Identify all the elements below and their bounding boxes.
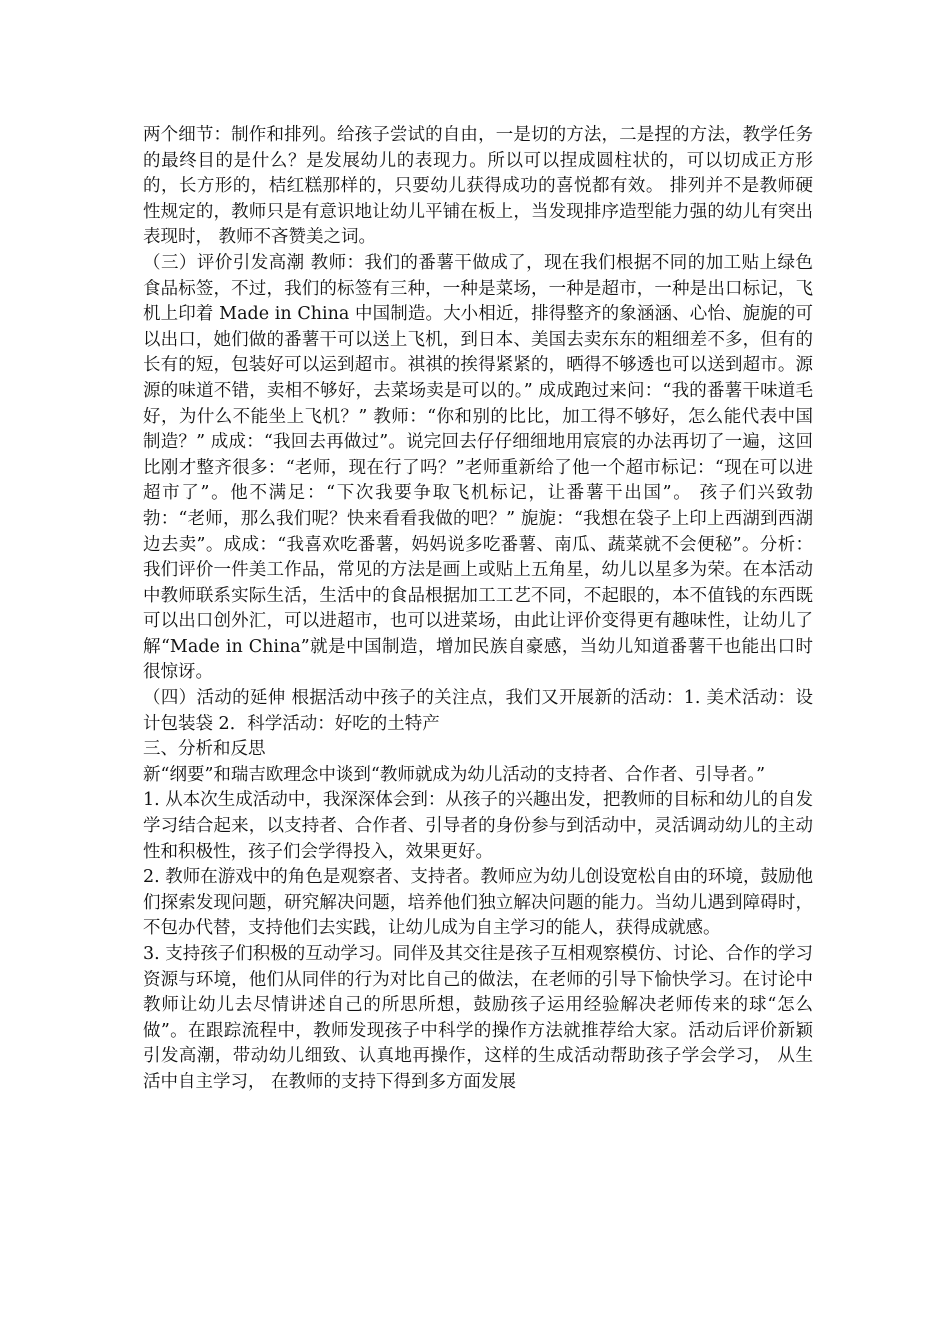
section-heading-analysis: 三、分析和反思 [143, 739, 266, 760]
paragraph-guideline: 新“纲要”和瑞吉欧理念中谈到“教师就成为幼儿活动的支持者、合作者、引导者。” [143, 764, 766, 785]
paragraph-evaluation: （三）评价引发高潮 教师：我们的番薯干做成了，现在我们根据不同的加工贴上绿色食品标签，不过，我们的标签有三种，一种是菜场，一种是超市，一种是出口标记，飞机上印着 Made in China 中国制造。大小相近，排得整齐的象涵涵、心怡、旎旎的可以出口，她们做的番薯干可以送上飞机，到日本、美国去卖东东的粗细差不多，但有的长有的短，包装好可以运到超市。祺祺的挨得紧紧的，晒得不够透也可以送到超市。源源的味道不错，卖相不够好，去菜场卖是可以的。” 成成跑过来问：“我的番薯干味道毛好，为什么不能坐上飞机？” 教师：“你和别的比比，加工得不够好，怎么能代表中国制造？” 成成：“我回去再做过”。说完回去仔仔细细地用宸宸的办法再切了一遍，这回比刚才整齐很多：“老师，现在行了吗？”老师重新给了他一个超市标记：“现在可以进超市了”。他不满足：“下次我要争取飞机标记，让番薯干出国”。 孩子们兴致勃勃：“老师，那么我们呢？快来看看我做的吧？” 旎旎：“我想在袋子上印上西湖到西湖边去卖”。成成：“我喜欢吃番薯，妈妈说多吃番薯、南瓜、蔬菜就不会便秘”。分析： 我们评价一件美工作品，常见的方法是画上或贴上五角星，幼儿以星多为荣。在本活动中教师联系实际生活，生活中的食品根据加工工艺不同，不起眼的，本不值钱的东西既可以出口创外汇，可以进超市，也可以进菜场，由此让评价变得更有趣味性，让幼儿了解“Made in China”就是中国制造，增加民族自豪感，当幼儿知道番薯干也能出口时很惊讶。 [143, 252, 813, 683]
paragraph-point-1: 1. 从本次生成活动中，我深深体会到：从孩子的兴趣出发，把教师的目标和幼儿的自发学习结合起来，以支持者、合作者、引导者的身份参与到活动中，灵活调动幼儿的主动性和积极性，孩子们会学得投入，效果更好。 [143, 790, 813, 862]
paragraph-details: 两个细节：制作和排列。给孩子尝试的自由，一是切的方法，二是捏的方法，教学任务的最终目的是什么？是发展幼儿的表现力。所以可以捏成圆柱状的，可以切成正方形的，长方形的，桔红糕那样的，只要幼儿获得成功的喜悦都有效。 排列并不是教师硬性规定的，教师只是有意识地让幼儿平铺在板上，当发现排序造型能力强的幼儿有突出表现时， 教师不吝赞美之词。 [143, 125, 813, 248]
paragraph-point-2: 2. 教师在游戏中的角色是观察者、支持者。教师应为幼儿创设宽松自由的环境，鼓励他们探索发现问题，研究解决问题，培养他们独立解决问题的能力。当幼儿遇到障碍时，不包办代替，支持他们去实践，让幼儿成为自主学习的能人，获得成就感。 [143, 867, 813, 939]
paragraph-extension: （四）活动的延伸 根据活动中孩子的关注点，我们又开展新的活动：1. 美术活动：设计包装袋 2．科学活动：好吃的土特产 [143, 688, 813, 734]
document-page [143, 123, 813, 1096]
paragraph-point-3: 3. 支持孩子们积极的互动学习。同伴及其交往是孩子互相观察模仿、讨论、合作的学习资源与环境，他们从同伴的行为对比自己的做法，在老师的引导下愉快学习。在讨论中教师让幼儿去尽情讲述自己的所思所想，鼓励孩子运用经验解决老师传来的球“怎么做”。在跟踪流程中，教师发现孩子中科学的操作方法就推荐给大家。活动后评价新颖引发高潮，带动幼儿细致、认真地再操作，这样的生成活动帮助孩子学会学习， 从生活中自主学习， 在教师的支持下得到多方面发展 [143, 944, 813, 1092]
